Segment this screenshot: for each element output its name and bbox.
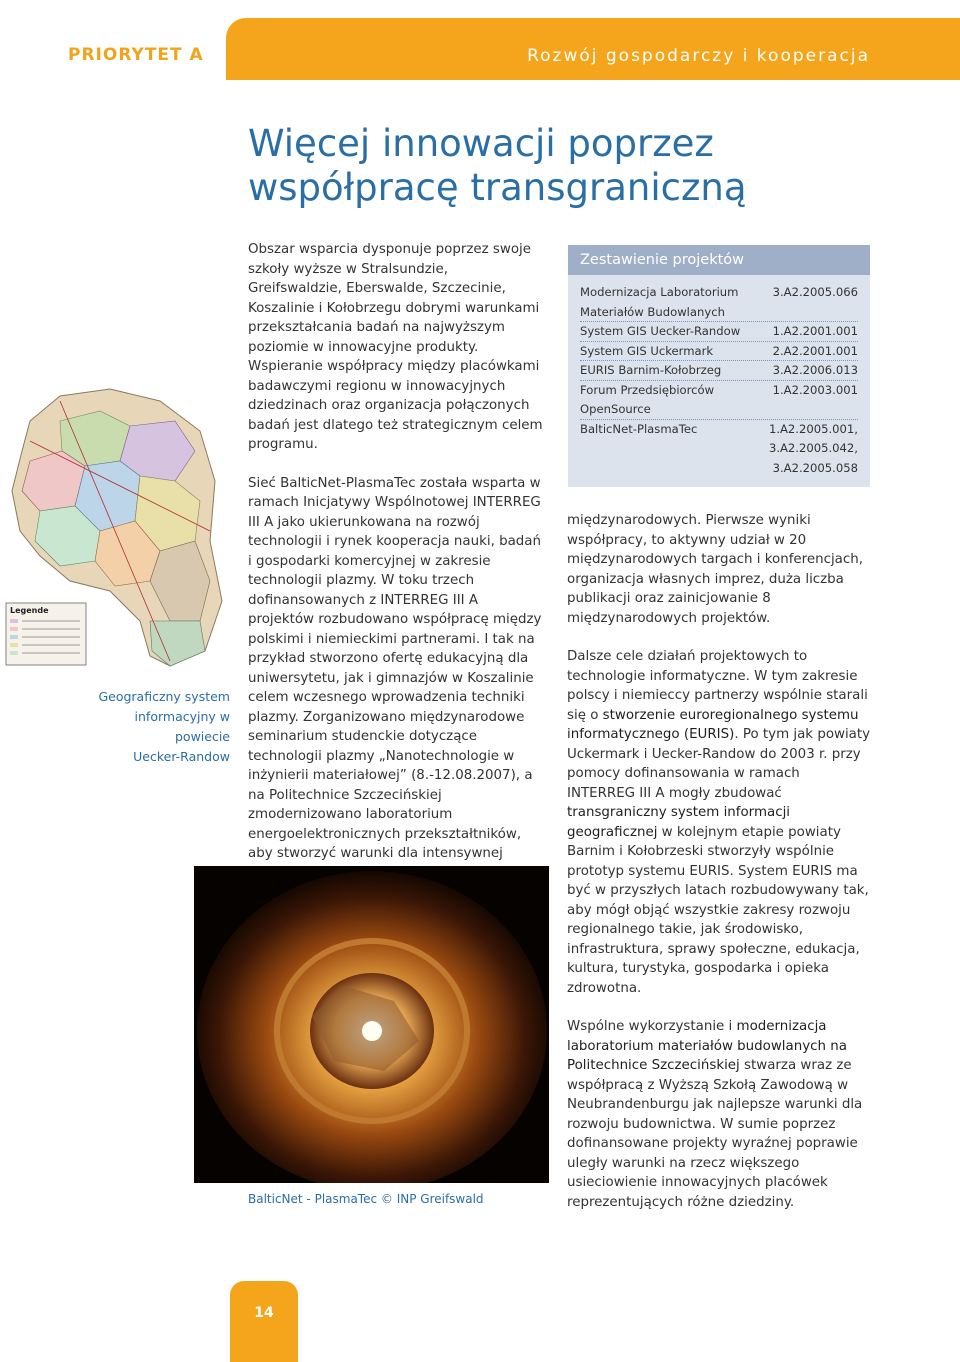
header-band [246,18,960,80]
project-row [580,322,858,342]
plasma-photo [194,866,549,1183]
project-name: OpenSource [580,402,651,416]
project-row [580,283,858,303]
project-row [580,420,858,440]
project-name: System GIS Uckermark [580,343,714,358]
project-code: 1.A2.2001.001 [772,324,858,338]
project-code: 2.A2.2001.001 [772,343,858,358]
project-row [580,439,858,459]
highlight-gis: transgraniczny system informacji geograficznej [567,805,791,840]
map-image [0,381,230,670]
text-run: . Po tym jak powiaty Uckermark i Uecker-Randow do 2003 r. przy pomocy dofinansowania w ramach INTERREG III A mogły zbudować [567,727,871,801]
project-name: Materiałów Budowlanych [580,304,725,319]
project-row [580,361,858,381]
page-number-tab [230,1281,298,1362]
project-name: EURIS Barnim-Kołobrzeg [580,363,722,377]
project-code: 3.A2.2005.066 [772,285,858,299]
page-title [248,122,928,210]
project-row [580,459,858,479]
paragraph-balticnet: Sieć BalticNet-PlasmaTec została wsparta w ramach Inicjatywy Wspólnotowej INTERREG III A jako ukierunkowana na rozwój technologii i rynek kooperacja nauki, badań i gospodarki komercyjnej w zakresie technologii plazmy. W toku trzech dofinansowanych z INTERREG III A projektów rozbudowano współpracę między polskimi i niemieckimi partnerami. I tak na przykład stworzono ofertę edukacyjną dla uniwersytetu, jak i gimnazjów w Koszalinie celem wczesnego wprowadzenia techniki plazmy. Zorganizowano międzynarodowe seminarium studenckie dotyczące technologii plazmy „Nanotechnologie w inżynierii materiałowej” (8.-12.08.2007), a na Politechnice Szczecińskiej zmodernizowano laboratorium energoelektronicznych przekształtników, aby stworzyć warunki dla intensywnej [248,475,542,861]
map-caption-line-3: Uecker-Randow [133,749,230,764]
project-code: 1.A2.2003.001 [772,382,858,397]
paragraph-laboratory [567,1017,872,1212]
project-name: Modernizacja Laboratorium [580,285,739,299]
project-code: 3.A2.2005.042, [768,441,858,455]
map-legend-title: Legende [10,606,49,615]
project-code: 1.A2.2005.001, [768,421,858,436]
project-summary-box [568,245,870,487]
map-caption-line-1: Geograficzny system [98,689,230,704]
project-name: System GIS Uecker-Randow [580,324,741,338]
paragraph-results: międzynarodowych. Pierwsze wyniki współpracy, to aktywny udział w 20 międzynarodowych targach i konferencjach, organizacja własnych imprez, duża liczba publikacji oraz zainicjowanie 8 międzynarodowych projektów. [567,513,863,626]
header-section-title: Rozwój gospodarczy i kooperacja [527,46,870,66]
project-row [580,381,858,401]
highlight-euris: stworzenie euroregionalnego systemu informatycznego (EURIS) [567,707,859,742]
header-priority-label: PRIORYTET A [68,45,204,65]
photo-caption: BalticNet - PlasmaTec © INP Greifswald [248,1192,484,1206]
body-column-right [567,511,872,1231]
page-title-line-2: współpracę transgraniczną [248,166,747,209]
text-run: Wspólne wykorzystanie i [567,1019,737,1034]
project-name: BalticNet-PlasmaTec [580,421,698,436]
project-row [580,400,858,420]
project-row [580,303,858,323]
project-list [568,275,870,478]
map-caption-line-2: informacyjny w powiecie [134,709,230,744]
text-run: stwarza wraz ze współpracą z Wyższą Szkołą Zawodową w Neubrandenburgu jak najlepsze warunki dla rozwoju budownictwa. W sumie poprzez dofinansowane projekty wyraźnej poprawie uległy warunki na rzecz większego usieciowienie innowacyjnych placówek reprezentujących różne dziedziny. [567,1058,863,1210]
paragraph-intro: Obszar wsparcia dysponuje poprzez swoje szkoły wyższe w Stralsundzie, Greifswaldzie, Eberswalde, Szczecinie, Koszalinie i Kołobrzegu dobrymi warunkami przekształcania badań na najwyższym poziomie w innowacyjne produkty. Wspieranie współpracy między placówkami badawczymi regionu w innowacyjnych dziedzinach oraz organizacja połączonych badań jest dlatego też strategicznym celem programu. [248,242,543,452]
project-row [580,342,858,362]
project-name: Forum Przedsiębiorców [580,382,715,397]
text-run: Dalsze cele działań projektowych to technologie informatyczne. W tym zakresie polscy i niemieccy partnerzy wspólnie starali się o [567,649,868,723]
text-run: w kolejnym etapie powiaty Barnim i Kołobrzeski stworzyły wspólnie prototyp systemu EURIS. System EURIS ma być w przyszłych latach rozbudowywany tak, aby mógł objąć wszystkie zakresy rozwoju regionalnego takie, jak środowisko, infrastruktura, sprawy społeczne, edukacja, kultura, turystyka, gospodarka i opieka zdrowotna. [567,824,869,996]
highlight-laboratory: modernizacja laboratorium materiałów budowlanych na Politechnice Szczecińskiej [567,1019,847,1073]
project-code: 3.A2.2006.013 [772,363,858,377]
page-title-line-1: Więcej innowacji poprzez [248,122,714,165]
paragraph-euris [567,647,872,998]
map-caption [90,687,230,767]
page-number: 14 [254,1305,274,1321]
project-summary-heading: Zestawienie projektów [568,245,870,275]
project-code: 3.A2.2005.058 [772,460,858,475]
